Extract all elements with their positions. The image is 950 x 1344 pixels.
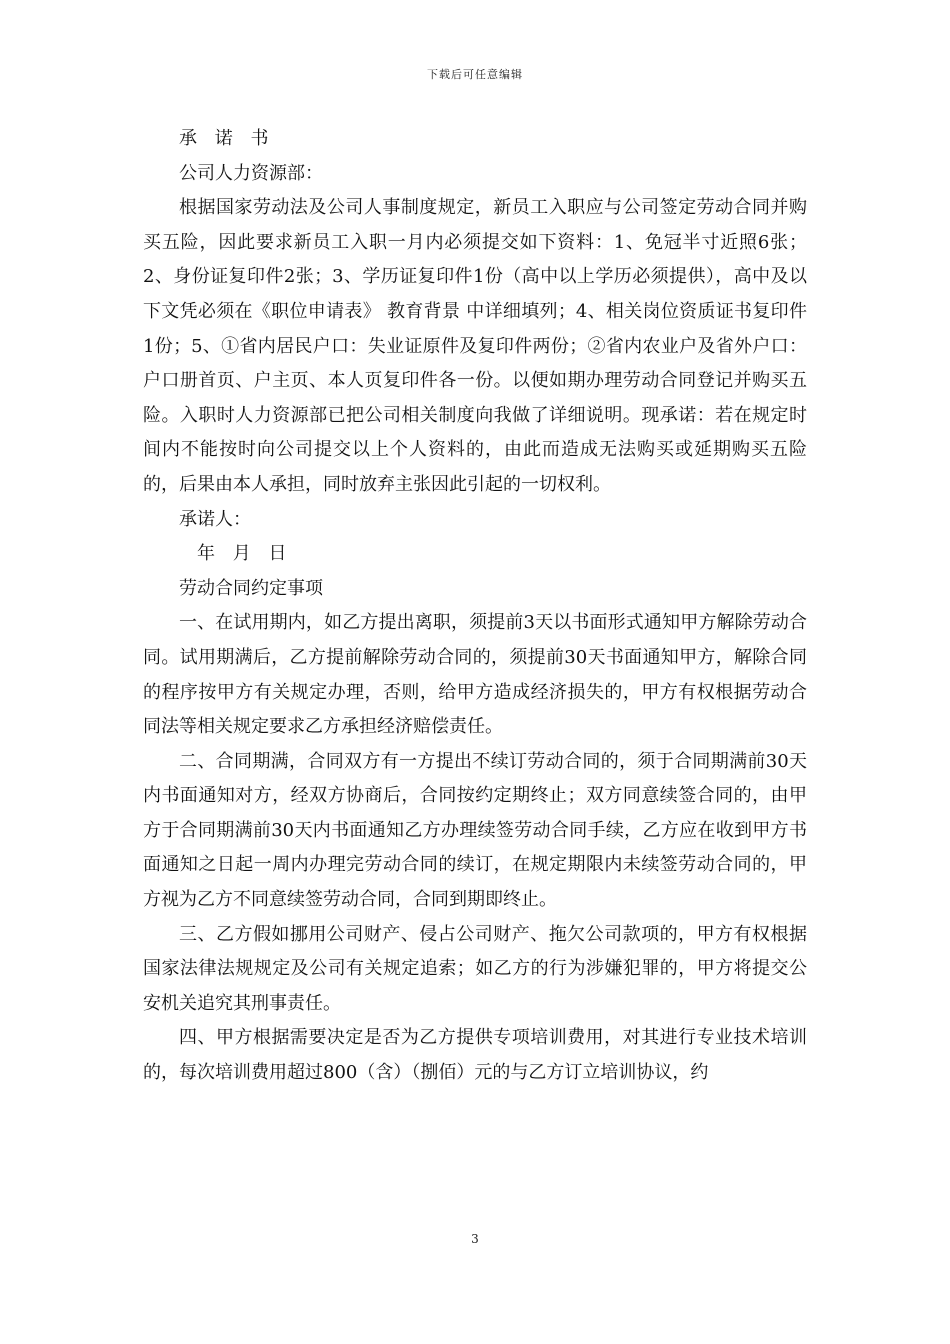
page-header: 下载后可任意编辑 [427,68,523,81]
page-number: 3 [471,1232,479,1246]
commitment-paragraph: 根据国家劳动法及公司人事制度规定，新员工入职应与公司签定劳动合同并购买五险，因此要求新员工入职一月内必须提交如下资料：1、免冠半寸近照6张；2、身份证复印件2张；3、学历证复印件1份（高中以上学历必须提供），高中及以下文凭必须在《职位申请表》 教育背景 中详细填列；4、相关岗位资质证书复印件1份；5、①省内居民户口：失业证原件及复印件两份；②省内农业户及省外户口：户口册首页、户主页、本人页复印件各一份。以便如期办理劳动合同登记并购买五险。入职时人力资源部已把公司相关制度向我做了详细说明。现承诺：若在规定时间内不能按时向公司提交以上个人资料的，由此而造成无法购买或延期购买五险的，后果由本人承担，同时放弃主张因此引起的一切权利。 [143,197,807,495]
contract-item-1: 一、在试用期内，如乙方提出离职，须提前3天以书面形式通知甲方解除劳动合同。试用期满后，乙方提前解除劳动合同的，须提前30天书面通知甲方，解除合同的程序按甲方有关规定办理，否则，给甲方造成经济损失的，甲方有权根据劳动合同法等相关规定要求乙方承担经济赔偿责任。 [143,612,807,738]
contract-item-3: 三、乙方假如挪用公司财产、侵占公司财产、拖欠公司款项的，甲方有权根据国家法律法规规定及公司有关规定追索；如乙方的行为涉嫌犯罪的，甲方将提交公安机关追究其刑事责任。 [143,923,807,1014]
document-title: 承 诺 书 [179,128,275,149]
addressee: 公司人力资源部： [179,162,323,184]
contract-item-4: 四、甲方根据需要决定是否为乙方提供专项培训费用，对其进行专业技术培训的，每次培训费用超过800（含）（捌佰）元的与乙方订立培训协议，约 [143,1027,807,1084]
signer-label: 承诺人： [179,508,251,530]
contract-item-2: 二、合同期满，合同双方有一方提出不续订劳动合同的，须于合同期满前30天内书面通知对方，经双方协商后，合同按约定期终止；双方同意续签合同的，由甲方于合同期满前30天内书面通知乙方办理续签劳动合同手续，乙方应在收到甲方书面通知之日起一周内办理完劳动合同的续订，在规定期限内未续签劳动合同的，甲方视为乙方不同意续签劳动合同，合同到期即终止。 [143,750,807,911]
section-title: 劳动合同约定事项 [179,577,323,599]
date-line: 年 月 日 [197,543,293,565]
document-body [143,122,807,1091]
